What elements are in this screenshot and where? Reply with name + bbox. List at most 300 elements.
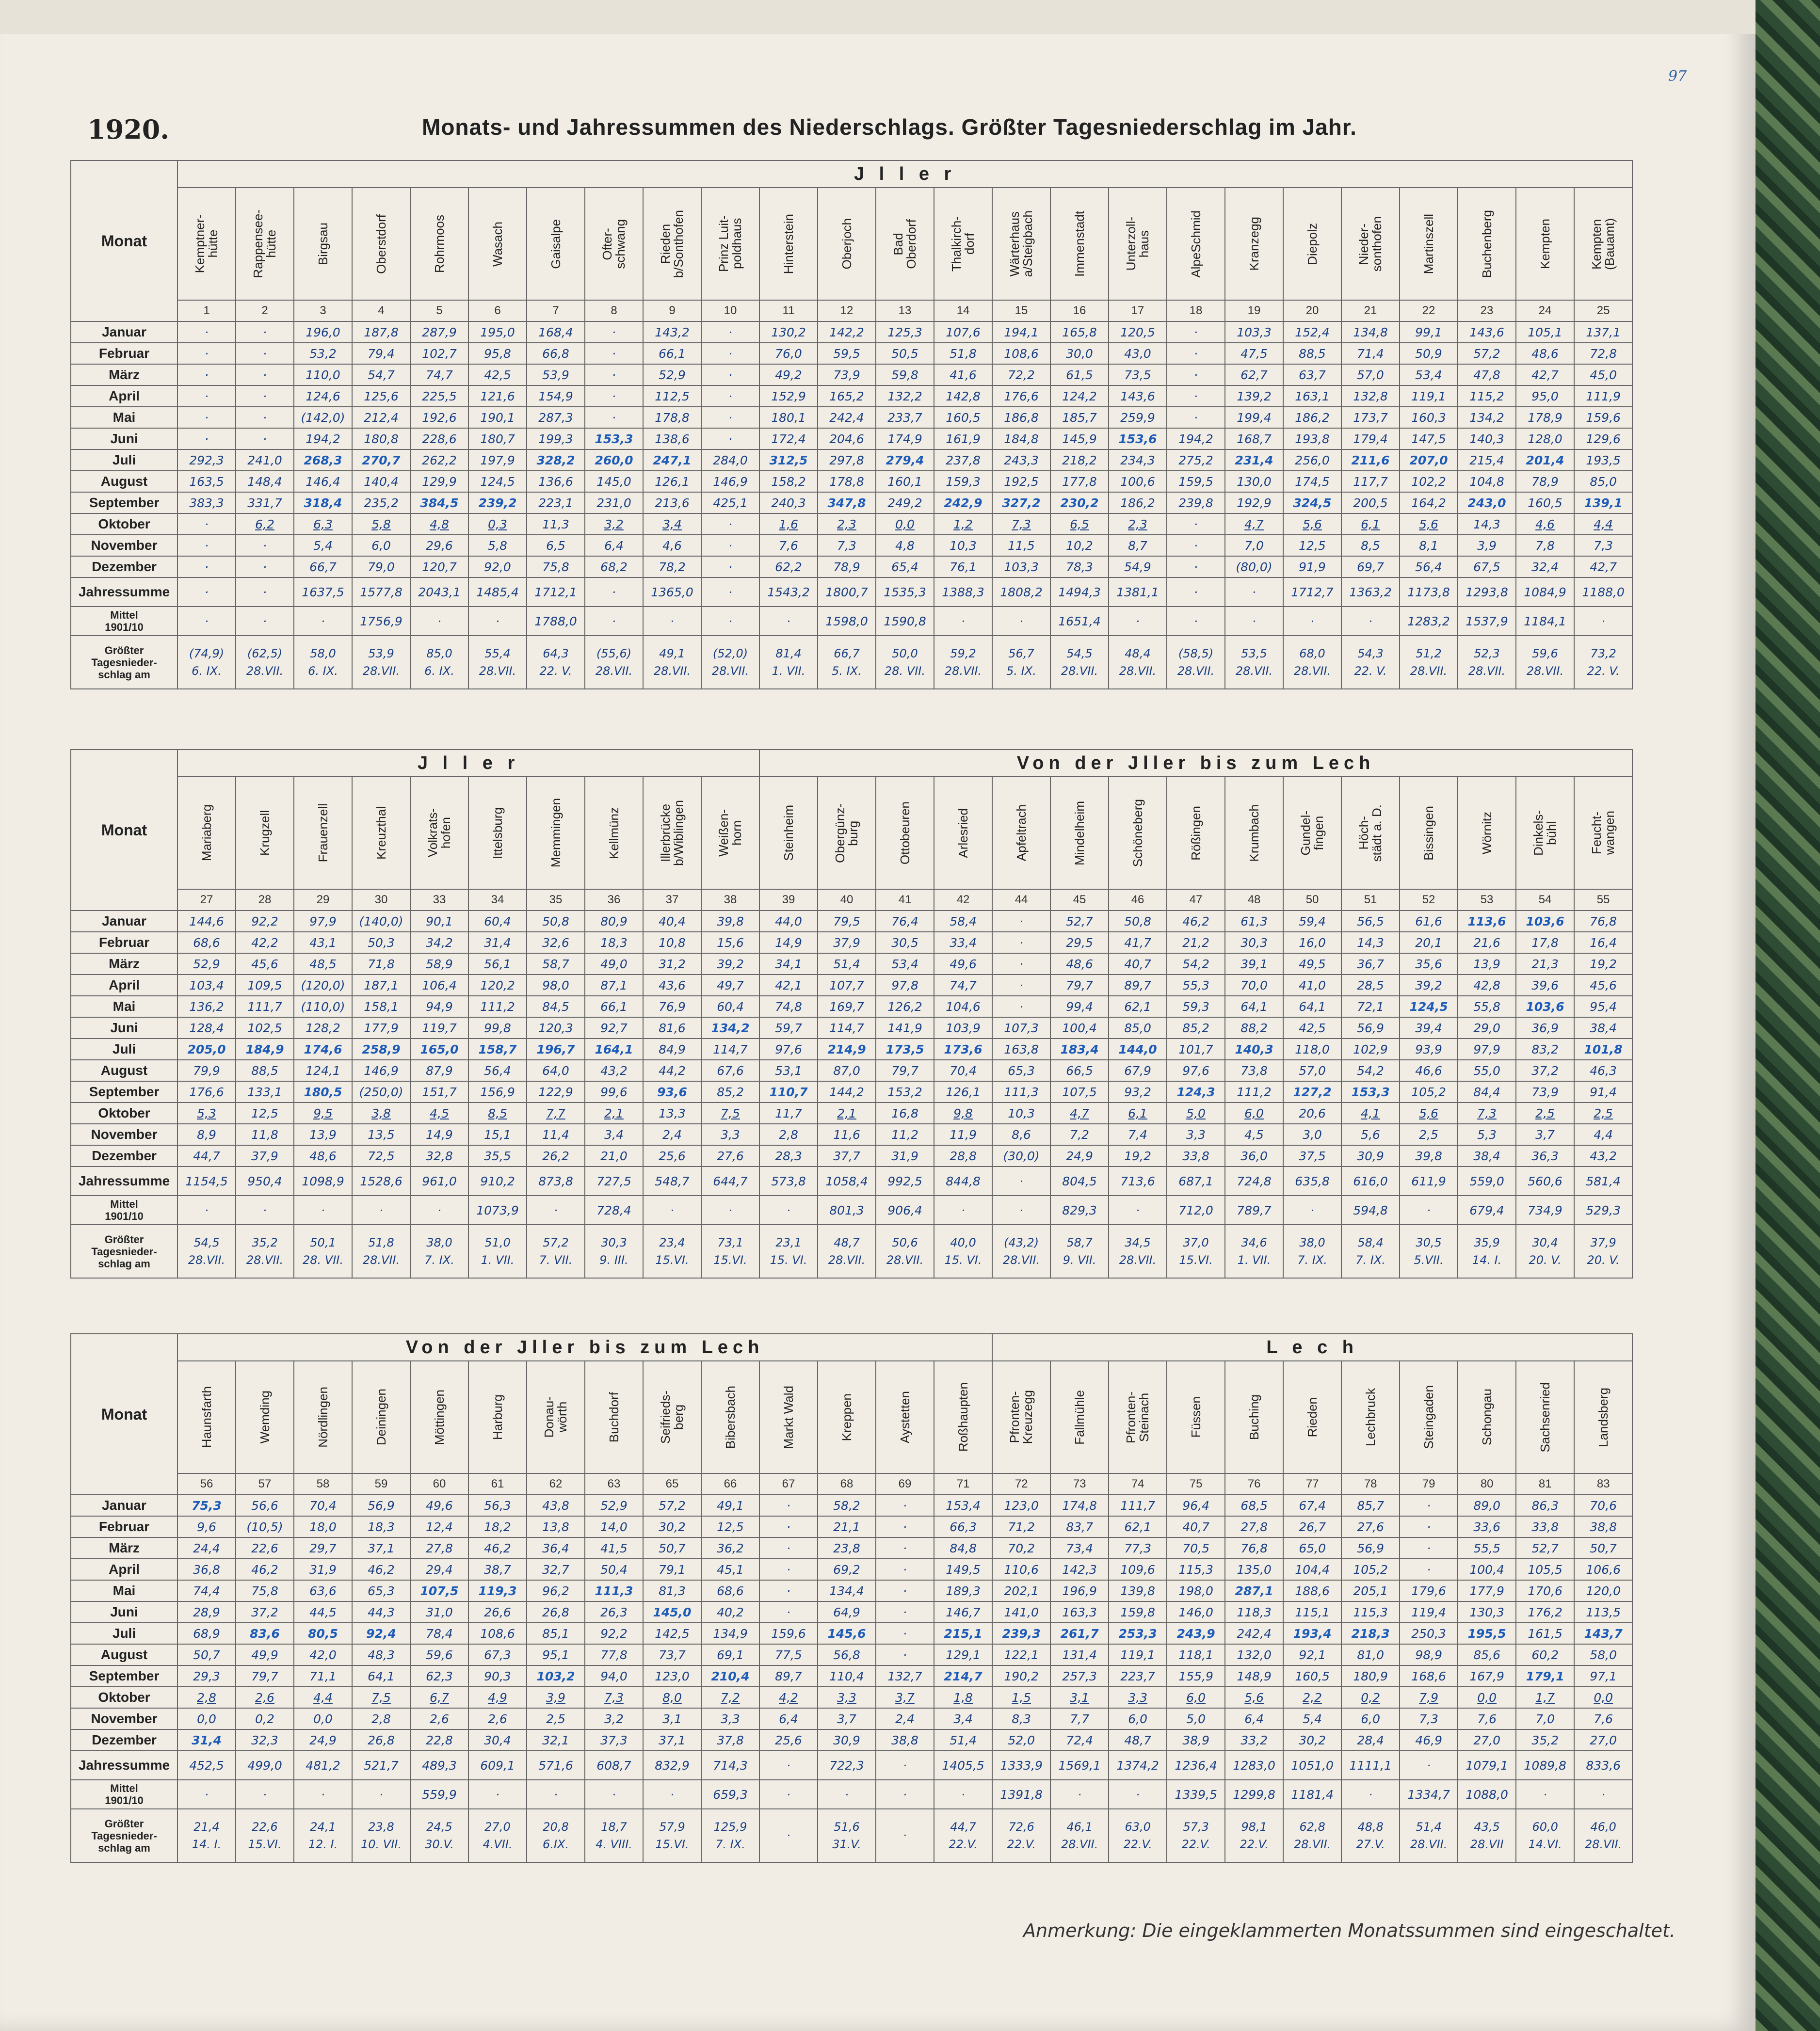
max-daily-cell: 85,0 6. IX. (410, 636, 468, 689)
value-cell: 29,3 (177, 1665, 236, 1687)
value-cell: 242,4 (1225, 1623, 1283, 1644)
value-cell: 78,3 (1050, 556, 1109, 577)
value-cell: 184,8 (992, 428, 1050, 449)
table-row (71, 513, 1632, 535)
station-name: Harburg (490, 1394, 505, 1440)
station-number: 36 (585, 889, 643, 911)
table-row (71, 1809, 1632, 1862)
value-cell: 57,0 (1341, 364, 1400, 385)
value-cell: 54,2 (1167, 953, 1225, 975)
station-number: 79 (1400, 1473, 1458, 1495)
value-cell: 71,2 (992, 1516, 1050, 1537)
value-cell: 6,4 (759, 1708, 818, 1729)
value-cell: 132,0 (1225, 1644, 1283, 1665)
value-cell: 37,8 (701, 1729, 759, 1751)
station-name: Deiningen (373, 1389, 388, 1446)
value-cell: 66,1 (585, 996, 643, 1017)
value-cell: 4,5 (1225, 1124, 1283, 1145)
value-cell: 0,2 (1341, 1687, 1400, 1708)
max-daily-cell: 51,4 28.VII. (1400, 1809, 1458, 1862)
value-cell: 56,9 (1341, 1017, 1400, 1039)
value-cell: 76,9 (643, 996, 701, 1017)
value-cell: 64,1 (352, 1665, 410, 1687)
value-cell: 46,2 (468, 1537, 527, 1559)
station-name: Krugzell (257, 810, 272, 856)
value-cell: 6,4 (585, 535, 643, 556)
station-number: 1 (177, 300, 236, 321)
station-number: 40 (818, 889, 876, 911)
value-cell: 28,8 (934, 1145, 992, 1167)
value-cell: 123,0 (992, 1495, 1050, 1516)
station-number: 5 (410, 300, 468, 321)
value-cell: 7,2 (1050, 1124, 1109, 1145)
value-cell: 58,4 (934, 911, 992, 932)
station-name-cell (643, 1361, 701, 1473)
value-cell: 145,6 (818, 1623, 876, 1644)
value-cell: 73,7 (643, 1644, 701, 1665)
value-cell: 26,3 (585, 1601, 643, 1623)
value-cell: 7,0 (1225, 535, 1283, 556)
value-cell: 163,1 (1283, 385, 1341, 407)
table-row (71, 1225, 1632, 1278)
station-name-cell (1167, 777, 1225, 889)
value-cell: 27,6 (701, 1145, 759, 1167)
value-cell: 3,2 (585, 1708, 643, 1729)
value-cell: 35,6 (1400, 953, 1458, 975)
value-cell: 128,4 (177, 1017, 236, 1039)
value-cell: · (177, 343, 236, 364)
value-cell: 111,7 (236, 996, 294, 1017)
value-cell: 161,5 (1516, 1623, 1574, 1644)
value-cell: 45,6 (1574, 975, 1632, 996)
value-cell: 6,2 (236, 513, 294, 535)
month-label: Mai (71, 407, 177, 428)
value-cell: 169,7 (818, 996, 876, 1017)
table-row (71, 343, 1632, 364)
max-daily-cell: 63,0 22.V. (1109, 1809, 1167, 1862)
max-daily-cell: 51,8 28.VII. (352, 1225, 410, 1278)
value-cell: 118,0 (1283, 1039, 1341, 1060)
value-cell: 54,7 (352, 364, 410, 385)
value-cell: 125,3 (876, 321, 934, 343)
value-cell: 46,2 (236, 1559, 294, 1580)
value-cell: 7,6 (1574, 1708, 1632, 1729)
value-cell: 134,2 (701, 1017, 759, 1039)
station-name-cell (701, 777, 759, 889)
value-cell: 111,7 (1109, 1495, 1167, 1516)
value-cell: 99,6 (585, 1081, 643, 1103)
station-name: Aystetten (897, 1391, 912, 1443)
station-name: Krumbach (1246, 804, 1261, 862)
value-cell: 144,2 (818, 1081, 876, 1103)
table-row (71, 1495, 1632, 1516)
value-cell: 32,7 (527, 1559, 585, 1580)
value-cell: 29,7 (294, 1537, 352, 1559)
value-cell: 318,4 (294, 492, 352, 513)
mean-cell: 1088,0 (1458, 1780, 1516, 1809)
value-cell: 42,1 (759, 975, 818, 996)
max-daily-cell: 57,3 22.V. (1167, 1809, 1225, 1862)
mean-cell: · (1516, 1780, 1574, 1809)
value-cell: 132,2 (876, 385, 934, 407)
month-label: Januar (71, 911, 177, 932)
value-cell: 174,6 (294, 1039, 352, 1060)
value-cell: 30,2 (1283, 1729, 1341, 1751)
value-cell: 85,1 (527, 1623, 585, 1644)
station-name: Kempten (Bauamt) (1589, 218, 1617, 270)
value-cell: (250,0) (352, 1081, 410, 1103)
mean-cell: · (643, 607, 701, 636)
month-label: April (71, 385, 177, 407)
station-name: Immenstadt (1072, 211, 1087, 277)
station-name-cell (410, 188, 468, 300)
mean-cell: · (1167, 607, 1225, 636)
value-cell: 262,2 (410, 449, 468, 471)
value-cell: 29,4 (410, 1559, 468, 1580)
value-cell: 62,1 (1109, 1516, 1167, 1537)
station-number: 19 (1225, 300, 1283, 321)
value-cell: 199,3 (527, 428, 585, 449)
value-cell: 43,2 (585, 1060, 643, 1081)
value-cell: 56,9 (352, 1495, 410, 1516)
value-cell: 192,9 (1225, 492, 1283, 513)
value-cell: 130,3 (1458, 1601, 1516, 1623)
value-cell: 215,1 (934, 1623, 992, 1644)
max-daily-cell: 51,2 28.VII. (1400, 636, 1458, 689)
value-cell: 79,7 (236, 1665, 294, 1687)
value-cell: 79,0 (352, 556, 410, 577)
value-cell: 81,3 (643, 1580, 701, 1601)
station-number: 6 (468, 300, 527, 321)
value-cell: 33,2 (1225, 1729, 1283, 1751)
value-cell: 8,0 (643, 1687, 701, 1708)
station-name: Kreuzthal (373, 806, 388, 860)
value-cell: 7,5 (701, 1103, 759, 1124)
value-cell: 55,0 (1458, 1060, 1516, 1081)
annual-sum-cell: 873,8 (527, 1167, 585, 1196)
value-cell: 194,2 (294, 428, 352, 449)
value-cell: · (701, 428, 759, 449)
value-cell: 156,9 (468, 1081, 527, 1103)
value-cell: 54,2 (1341, 1060, 1400, 1081)
value-cell: 66,7 (294, 556, 352, 577)
value-cell: 51,4 (818, 953, 876, 975)
station-number: 66 (701, 1473, 759, 1495)
station-name: Pfronten- Steinach (1124, 1391, 1152, 1443)
value-cell: 146,4 (294, 471, 352, 492)
table-block-3 (70, 1333, 1632, 1863)
value-cell: 111,2 (1225, 1081, 1283, 1103)
station-name: Mariaberg (199, 804, 214, 862)
value-cell: 112,5 (643, 385, 701, 407)
value-cell: 233,7 (876, 407, 934, 428)
value-cell: 109,5 (236, 975, 294, 996)
mean-cell: 728,4 (585, 1196, 643, 1225)
value-cell: 73,4 (1050, 1537, 1109, 1559)
max-daily-cell: (58,5) 28.VII. (1167, 636, 1225, 689)
value-cell: · (177, 428, 236, 449)
value-cell: 148,9 (1225, 1665, 1283, 1687)
river-group-header: Von der Jller bis zum Lech (177, 1334, 992, 1361)
value-cell: 38,4 (1458, 1145, 1516, 1167)
value-cell: 20,6 (1283, 1103, 1341, 1124)
value-cell: 158,1 (352, 996, 410, 1017)
value-cell: 61,5 (1050, 364, 1109, 385)
value-cell: 136,6 (527, 471, 585, 492)
station-name: Wasach (490, 221, 505, 267)
value-cell: 102,5 (236, 1017, 294, 1039)
value-cell: 153,6 (1109, 428, 1167, 449)
annual-sum-cell: 481,2 (294, 1751, 352, 1780)
value-cell: 40,7 (1167, 1516, 1225, 1537)
value-cell: 231,4 (1225, 449, 1283, 471)
mean-cell: · (294, 1196, 352, 1225)
river-group-header: J l l e r (177, 750, 759, 777)
table-row (71, 1017, 1632, 1039)
table-row (71, 1516, 1632, 1537)
annual-sum-cell: 992,5 (876, 1167, 934, 1196)
max-daily-cell: 53,5 28.VII. (1225, 636, 1283, 689)
annual-sum-cell: 560,6 (1516, 1167, 1574, 1196)
annual-sum-cell: 2043,1 (410, 577, 468, 607)
value-cell: 153,3 (585, 428, 643, 449)
mean-1901-10-label: Mittel 1901/10 (71, 1780, 177, 1809)
station-name-cell (1283, 188, 1341, 300)
annual-sum-cell: 1051,0 (1283, 1751, 1341, 1780)
month-label: Oktober (71, 1687, 177, 1708)
month-label: Januar (71, 321, 177, 343)
value-cell: 97,1 (1574, 1665, 1632, 1687)
value-cell: 61,6 (1400, 911, 1458, 932)
value-cell: 139,2 (1225, 385, 1283, 407)
value-cell: 2,3 (1109, 513, 1167, 535)
value-cell: 68,6 (701, 1580, 759, 1601)
station-number: 9 (643, 300, 701, 321)
value-cell: 7,6 (759, 535, 818, 556)
value-cell: 127,2 (1283, 1081, 1341, 1103)
station-number: 17 (1109, 300, 1167, 321)
value-cell: 159,3 (934, 471, 992, 492)
value-cell: 239,8 (1167, 492, 1225, 513)
station-name: Memmingen (548, 798, 563, 868)
value-cell: 11,6 (818, 1124, 876, 1145)
value-cell: 41,6 (934, 364, 992, 385)
mean-cell: · (236, 1780, 294, 1809)
value-cell: 122,9 (527, 1081, 585, 1103)
mean-cell: 1339,5 (1167, 1780, 1225, 1809)
max-daily-cell: 68,0 28.VII. (1283, 636, 1341, 689)
value-cell: 46,2 (1167, 911, 1225, 932)
value-cell: 50,5 (876, 343, 934, 364)
value-cell: 228,6 (410, 428, 468, 449)
station-number: 74 (1109, 1473, 1167, 1495)
table-row (71, 911, 1632, 932)
value-cell: 103,3 (992, 556, 1050, 577)
station-name-cell (177, 1361, 236, 1473)
value-cell: 16,8 (876, 1103, 934, 1124)
value-cell: 165,0 (410, 1039, 468, 1060)
value-cell: 19,2 (1109, 1145, 1167, 1167)
mean-1901-10-label: Mittel 1901/10 (71, 1196, 177, 1225)
annual-sum-cell: · (1400, 1751, 1458, 1780)
value-cell: 30,0 (1050, 343, 1109, 364)
mean-cell: 906,4 (876, 1196, 934, 1225)
value-cell: · (177, 364, 236, 385)
value-cell: 66,5 (1050, 1060, 1109, 1081)
value-cell: 3,3 (1109, 1687, 1167, 1708)
value-cell: 38,8 (876, 1729, 934, 1751)
value-cell: 67,3 (468, 1644, 527, 1665)
value-cell: 103,4 (177, 975, 236, 996)
table-row (71, 1081, 1632, 1103)
value-cell: 110,6 (992, 1559, 1050, 1580)
max-daily-cell: (55,6) 28.VII. (585, 636, 643, 689)
value-cell: 99,8 (468, 1017, 527, 1039)
value-cell: 30,3 (1225, 932, 1283, 953)
value-cell: 57,2 (1458, 343, 1516, 364)
value-cell: 7,4 (1109, 1124, 1167, 1145)
station-number: 18 (1167, 300, 1225, 321)
value-cell: 124,3 (1167, 1081, 1225, 1103)
value-cell: 107,7 (818, 975, 876, 996)
value-cell: 180,1 (759, 407, 818, 428)
value-cell: · (1167, 535, 1225, 556)
value-cell: 5,3 (177, 1103, 236, 1124)
value-cell: 5,4 (294, 535, 352, 556)
max-daily-cell: 54,5 28.VII. (177, 1225, 236, 1278)
station-name-cell (410, 777, 468, 889)
value-cell: 214,9 (818, 1039, 876, 1060)
value-cell: 27,8 (1225, 1516, 1283, 1537)
value-cell: · (876, 1580, 934, 1601)
value-cell: · (701, 321, 759, 343)
mean-cell: · (759, 607, 818, 636)
mean-cell: · (1109, 1196, 1167, 1225)
max-daily-cell: 55,4 28.VII. (468, 636, 527, 689)
value-cell: 4,8 (410, 513, 468, 535)
value-cell: 260,0 (585, 449, 643, 471)
annual-sum-cell: 1535,3 (876, 577, 934, 607)
value-cell: 177,8 (1050, 471, 1109, 492)
mean-cell: · (818, 1780, 876, 1809)
value-cell: 97,6 (1167, 1060, 1225, 1081)
value-cell: · (177, 513, 236, 535)
value-cell: 235,2 (352, 492, 410, 513)
station-name: Ottobeuren (897, 801, 912, 865)
value-cell: 72,8 (1574, 343, 1632, 364)
value-cell: 145,0 (585, 471, 643, 492)
value-cell: 72,5 (352, 1145, 410, 1167)
value-cell: · (236, 364, 294, 385)
value-cell: 120,7 (410, 556, 468, 577)
river-group-header: L e c h (992, 1334, 1632, 1361)
value-cell: 172,4 (759, 428, 818, 449)
annual-sum-cell: 1236,4 (1167, 1751, 1225, 1780)
value-cell: 122,1 (992, 1644, 1050, 1665)
value-cell: 89,7 (759, 1665, 818, 1687)
value-cell: 168,6 (1400, 1665, 1458, 1687)
value-cell: · (585, 385, 643, 407)
max-daily-cell: 37,0 15.VI. (1167, 1225, 1225, 1278)
mean-cell: 1073,9 (468, 1196, 527, 1225)
max-daily-cell: 34,5 28.VII. (1109, 1225, 1167, 1278)
station-name: Schongau (1479, 1389, 1494, 1446)
value-cell: 53,2 (294, 343, 352, 364)
value-cell: 43,0 (1109, 343, 1167, 364)
value-cell: 42,0 (294, 1644, 352, 1665)
value-cell: 98,9 (1400, 1644, 1458, 1665)
table-row (71, 556, 1632, 577)
value-cell: 121,6 (468, 385, 527, 407)
station-number: 77 (1283, 1473, 1341, 1495)
station-name-cell (759, 777, 818, 889)
value-cell: 174,8 (1050, 1495, 1109, 1516)
value-cell: 130,2 (759, 321, 818, 343)
value-cell: 173,7 (1341, 407, 1400, 428)
value-cell: 75,8 (527, 556, 585, 577)
station-name-cell (934, 1361, 992, 1473)
value-cell: 9,8 (934, 1103, 992, 1124)
value-cell: 242,9 (934, 492, 992, 513)
station-name: Gaisalpe (548, 219, 563, 269)
table-row (71, 1537, 1632, 1559)
value-cell: · (701, 364, 759, 385)
value-cell: 200,5 (1341, 492, 1400, 513)
value-cell: 160,5 (1283, 1665, 1341, 1687)
value-cell: · (876, 1495, 934, 1516)
value-cell: 49,6 (410, 1495, 468, 1516)
value-cell: 42,2 (236, 932, 294, 953)
value-cell: 44,2 (643, 1060, 701, 1081)
station-number: 67 (759, 1473, 818, 1495)
annual-sum-cell: 1333,9 (992, 1751, 1050, 1780)
value-cell: 158,7 (468, 1039, 527, 1060)
table-row (71, 1751, 1632, 1780)
station-number: 28 (236, 889, 294, 911)
max-daily-cell: 46,1 28.VII. (1050, 1809, 1109, 1862)
value-cell: 71,8 (352, 953, 410, 975)
value-cell: 26,8 (527, 1601, 585, 1623)
value-cell: · (236, 556, 294, 577)
value-cell: 146,9 (352, 1060, 410, 1081)
value-cell: 3,2 (585, 513, 643, 535)
mean-cell: · (410, 607, 468, 636)
value-cell: 128,0 (1516, 428, 1574, 449)
value-cell: 184,9 (236, 1039, 294, 1060)
value-cell: 242,4 (818, 407, 876, 428)
max-daily-cell: 43,5 28.VII (1458, 1809, 1516, 1862)
max-daily-cell: 24,1 12. I. (294, 1809, 352, 1862)
value-cell: 48,6 (1516, 343, 1574, 364)
value-cell: 111,9 (1574, 385, 1632, 407)
value-cell: 259,9 (1109, 407, 1167, 428)
value-cell: 56,4 (1400, 556, 1458, 577)
value-cell: · (701, 385, 759, 407)
value-cell: 26,6 (468, 1601, 527, 1623)
station-name: Dinkels- bühl (1531, 810, 1559, 856)
value-cell: 41,0 (1283, 975, 1341, 996)
annual-sum-cell: · (1225, 577, 1283, 607)
value-cell: 90,3 (468, 1665, 527, 1687)
value-cell: 34,1 (759, 953, 818, 975)
value-cell: 31,4 (177, 1729, 236, 1751)
annual-sum-cell: 832,9 (643, 1751, 701, 1780)
value-cell: 279,4 (876, 449, 934, 471)
value-cell: · (876, 1559, 934, 1580)
value-cell: 124,2 (1050, 385, 1109, 407)
station-name-cell (1516, 777, 1574, 889)
station-number: 68 (818, 1473, 876, 1495)
